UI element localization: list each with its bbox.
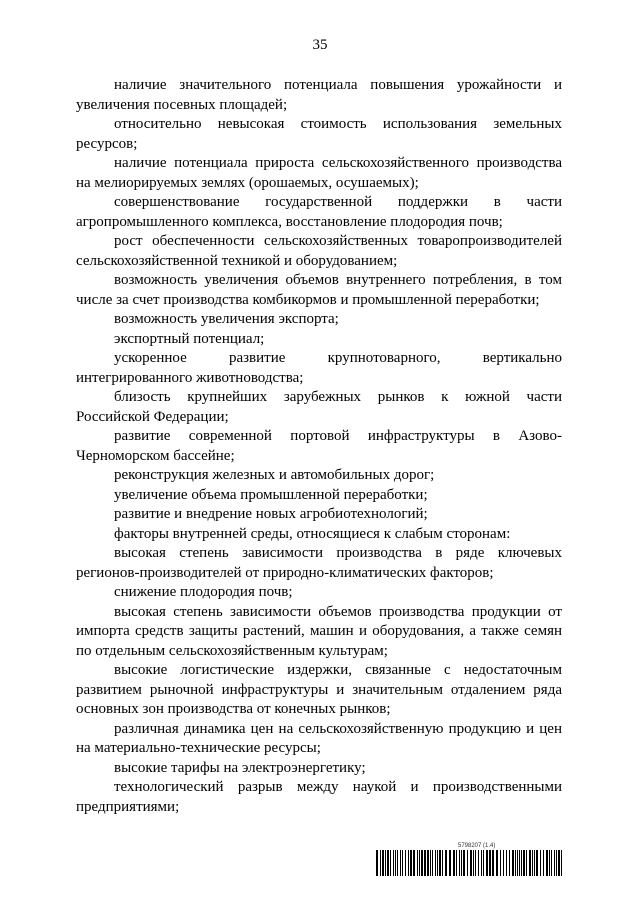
barcode-bar (473, 850, 474, 876)
barcode-bar (546, 850, 548, 876)
paragraph: наличие значительного потенциала повышения урожайности и увеличения посевных площадей; (76, 77, 562, 113)
barcode-bar (529, 850, 531, 876)
barcode-bar (551, 850, 552, 876)
barcode-bar (405, 850, 406, 876)
barcode-bar (517, 850, 518, 876)
barcode-bar (432, 850, 433, 876)
barcode-bar (540, 850, 541, 876)
paragraph: реконструкция железных и автомобильных дорог; (114, 467, 435, 483)
barcode-bar (461, 850, 462, 876)
paragraph: технологический разрыв между наукой и производственными предприятиями; (76, 779, 562, 815)
barcode-bar (496, 850, 498, 876)
barcode-bar (526, 850, 527, 876)
paragraph: наличие потенциала прироста сельскохозяйственного производства на мелиорируемых землях (орошаемых, осушаемых); (76, 155, 562, 191)
barcode-bar (467, 850, 468, 876)
barcode-bar (515, 850, 516, 876)
barcode-bar (561, 850, 562, 876)
paragraph: близость крупнейших зарубежных рынков к южной части Российской Федерации; (76, 389, 562, 425)
barcode-bar (512, 850, 514, 876)
barcode-bar (421, 850, 423, 876)
paragraph: возможность увеличения объемов внутреннего потребления, в том числе за счет производства комбикормов и промышленной переработки; (76, 272, 562, 308)
barcode-bar (534, 850, 535, 876)
document-code: 5798207 (1.4) (458, 843, 496, 849)
barcode-bar (445, 850, 447, 876)
paragraph: увеличение объема промышленной переработки; (114, 486, 428, 503)
barcode-bar (395, 850, 396, 876)
paragraph: экспортный потенциал; (114, 330, 265, 347)
paragraph: высокая степень зависимости объемов производства продукции от импорта средств защиты растений, машин и оборудования, а также семян по отдельным сельскохозяйственным культурам; (76, 603, 562, 659)
barcode-bar (387, 850, 389, 876)
barcode-bar (376, 850, 378, 876)
paragraph: возможность увеличения экспорта; (114, 311, 339, 327)
paragraph: факторы внутренней среды, относящиеся к слабым сторонам: (114, 525, 511, 542)
barcode-bar (509, 850, 510, 876)
barcode-bar (390, 850, 391, 876)
barcode-bar (400, 850, 401, 876)
barcode-bar (393, 850, 394, 876)
barcode-bar (397, 850, 398, 876)
barcode-bar (478, 850, 479, 876)
barcode-bar (503, 850, 504, 876)
barcode-bar (532, 850, 533, 876)
barcode-bar (417, 850, 418, 876)
barcode-bar (437, 850, 438, 876)
page-number: 35 (312, 37, 328, 53)
paragraph: относительно невысокая стоимость использования земельных ресурсов; (76, 116, 562, 152)
barcode-bar (449, 850, 451, 876)
barcode-bar (523, 850, 525, 876)
paragraph: развитие современной портовой инфраструктуры в Азово-Черноморском бассейне; (76, 428, 562, 464)
barcode-bar (519, 850, 520, 876)
barcode-bar (549, 850, 550, 876)
paragraph: высокая степень зависимости производства в ряде ключевых регионов-производителей от природно-климатических факторов; (76, 545, 562, 581)
barcode-bar (442, 850, 443, 876)
barcode-bar (456, 850, 457, 876)
barcode-bar (459, 850, 460, 876)
barcode-bar (486, 850, 488, 876)
barcode-bar (410, 850, 412, 876)
barcode-bar (475, 850, 476, 876)
paragraph: ускоренное развитие крупнотоварного, вертикально интегрированного животноводства; (76, 350, 562, 386)
barcode-bar (382, 850, 384, 876)
paragraph: рост обеспеченности сельскохозяйственных товаропроизводителей сельскохозяйственной техникой и оборудованием; (76, 233, 562, 269)
barcode-bar (385, 850, 386, 876)
barcode-bar (424, 850, 426, 876)
barcode-bar (413, 850, 415, 876)
barcode-bar (453, 850, 455, 876)
barcode-bar (543, 850, 544, 876)
body-text (76, 76, 562, 817)
barcode-bar (470, 850, 472, 876)
barcode-bar (500, 850, 501, 876)
barcode-bar (554, 850, 555, 876)
barcode-bar (556, 850, 557, 876)
barcode-bar (435, 850, 436, 876)
paragraph: совершенствование государственной поддержки в части агропромышленного комплекса, восстановление плодородия почв; (76, 194, 562, 230)
barcode-bar (506, 850, 507, 876)
barcode-bar (483, 850, 484, 876)
barcode-bar (489, 850, 491, 876)
barcode-bar (463, 850, 465, 876)
paragraph: высокие логистические издержки, связанные с недостаточным развитием рыночной инфраструктуры и значительным отдалением ряда основных зон производства от конечных рынков; (76, 662, 562, 717)
barcode-bar (536, 850, 538, 876)
barcode-bar (380, 850, 381, 876)
barcode-bar (521, 850, 522, 876)
barcode-bar (481, 850, 482, 876)
barcode-bar (558, 850, 560, 876)
barcode-bar (430, 850, 431, 876)
barcode-bar (439, 850, 441, 876)
paragraph: снижение плодородия почв; (114, 584, 293, 600)
paragraph: различная динамика цен на сельскохозяйственную продукцию и цен на материально-технические ресурсы; (76, 720, 562, 756)
barcode-bar (419, 850, 420, 876)
barcode-bar (402, 850, 403, 876)
paragraph: высокие тарифы на электроэнергетику; (114, 759, 366, 776)
barcode (376, 850, 562, 876)
paragraph: развитие и внедрение новых агробиотехнологий; (114, 506, 428, 522)
barcode-bar (492, 850, 494, 876)
barcode-bar (408, 850, 409, 876)
barcode-bar (427, 850, 429, 876)
